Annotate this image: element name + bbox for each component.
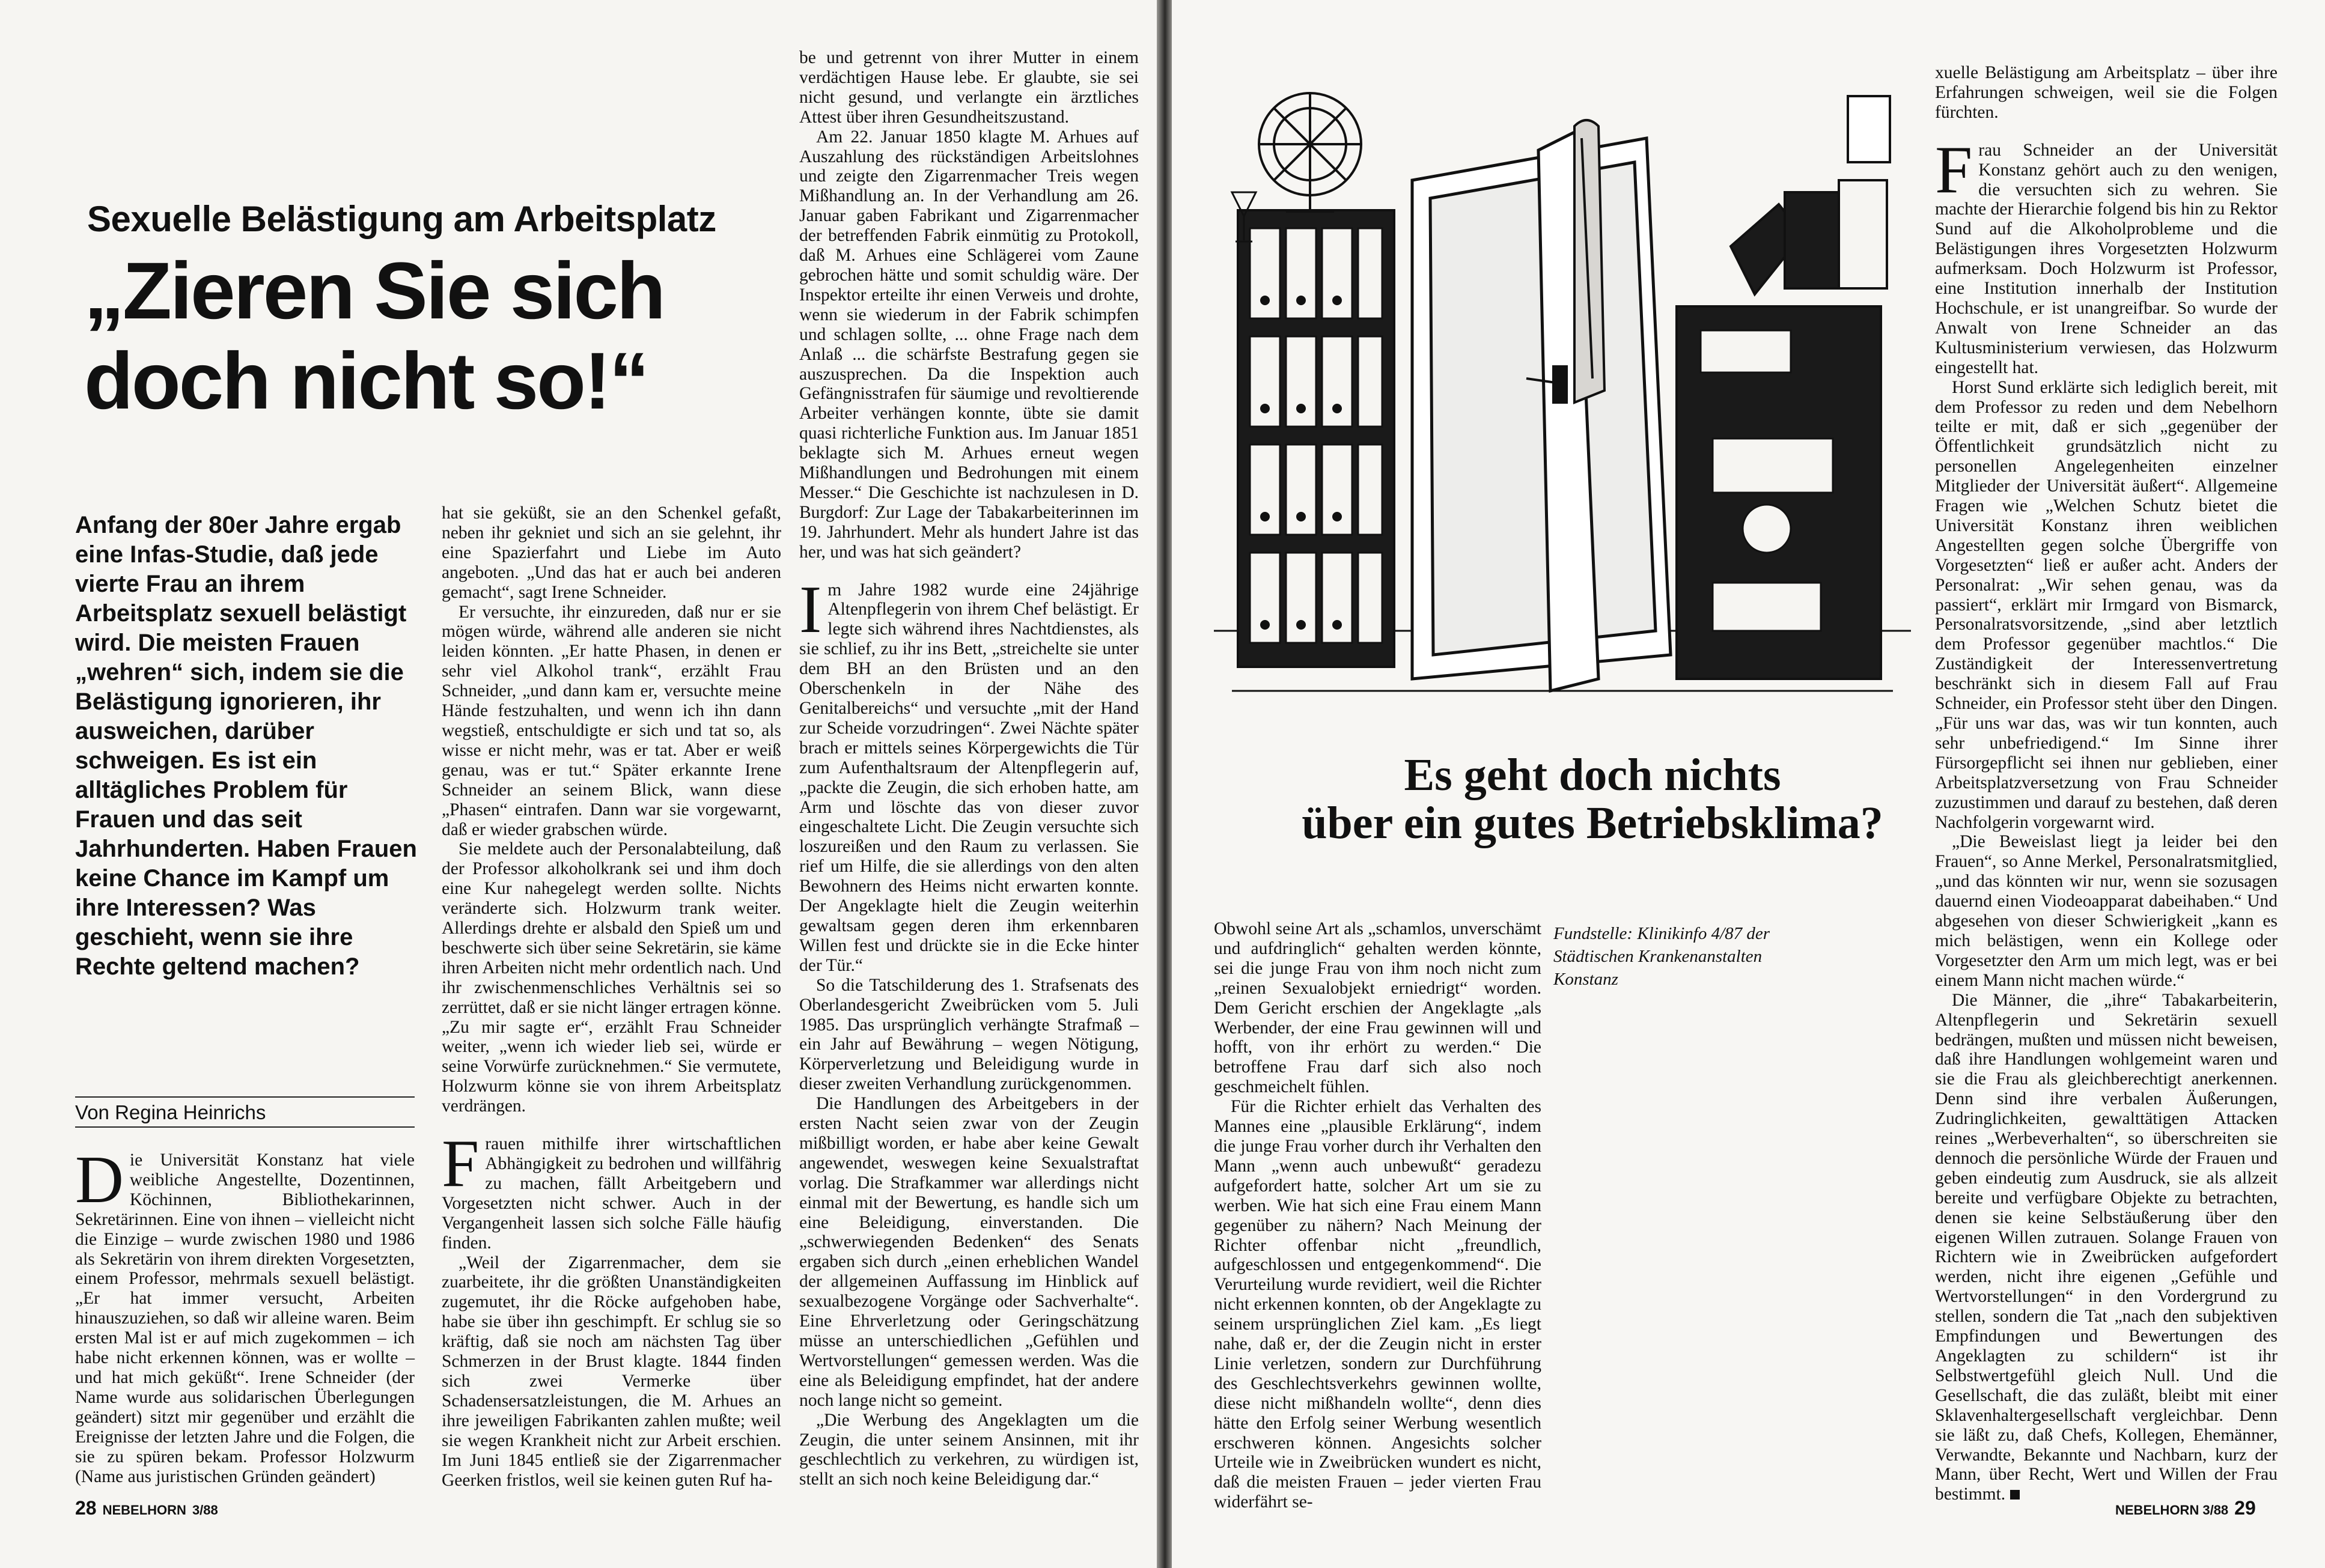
right-page	[1172, 0, 2325, 1568]
magazine-name: NEBELHORN	[102, 1503, 186, 1518]
binders	[1731, 96, 1890, 294]
magazine-name: NEBELHORN	[2115, 1503, 2199, 1518]
issue-number: 3/88	[2202, 1503, 2229, 1518]
paragraph: Er versuchte, ihr einzureden, daß nur er sie mögen würde, während alle anderen sie nicht leiden könnten. „Er hatte Phasen, in denen er sehr viel Alkohol trank“, erzählt Frau Schneider, „und dann kam er, versuchte meine Hände festzuhalten, und wenn ich ihn dann wegstieß, entschuldigte er sich und tat so, als wisse er nicht mehr, was er tat. Aber er weiß genau, was er tut.“ Später erkannte Irene Schneider an seinem Blick, wann diese „Phasen“ eintrafen. Dann war sie vorgewarnt, daß er wieder grabschen würde.	[442, 602, 781, 839]
paragraph: „Weil der Zigarrenmacher, dem sie zuarbeitete, ihr die größten Unanständigkeiten zugemutet, ihr die Röcke aufgehoben habe, habe sie über ihn geschimpft. Er schlug sie so kräftig, daß sie noch am nächsten Tag über Schmerzen in der Brust klagte. 1844 finden sich zwei Vermerke über Schadensersatzleistungen, die M. Arhues an ihre jeweiligen Fabrikanten zahlen mußte; weil sie wegen Krankheit nicht zur Arbeit erschien. Im Juni 1845 entließ sie der Zigarrenmacher Geerken fristlos, weil sie keinen guten Ruf ha-	[442, 1253, 781, 1490]
paragraph: So die Tatschilderung des 1. Strafsenats des Oberlandesgericht Zweibrücken vom 5. Juli 1985. Das ursprünglich verhängte Strafmaß – ein Jahr auf Bewährung – wegen Nötigung, Körperverletzung und Beleidigung wurde in dieser zweiten Verhandlung zurückgenommen.	[799, 975, 1139, 1094]
paragraph: Am 22. Januar 1850 klagte M. Arhues auf Auszahlung des rückständigen Arbeitslohnes und zeigte den Zigarrenmacher Treis wegen Mißhandlung an. In der Verhandlung am 26. Januar gaben Fabrikant und Zigarrenmacher der betreffenden Fabrik einmütig zu Protokoll, daß M. Arhues eine Schlägerei vom Zaune gebrochen hätte und somit schuldig wäre. Der Inspektor erteilte ihr einen Verweis und drohte, wenn sie wiederum in der Fabrik schimpfen und schlagen sollte, ... ohne Frage nach dem Anlaß ... die schärfste Bestrafung gegen sie auszusprechen. Da die Inspektion auch Gefängnisstrafen für säumige und revoltierende Arbeiter verhängen konnte, übte sie damit quasi richterliche Funktion aus. Im Januar 1851 beklagte sich M. Arhues erneut wegen Mißhandlungen und Bedrohungen mit einem Messer.“ Die Geschichte ist nachzulesen in D. Burgdorf: Zur Lage der Tabakarbeiterinnen im 19. Jahrhundert. Mehr als hundert Jahre ist das her, und was hat sich geändert?	[799, 127, 1139, 562]
page-number: 28	[75, 1497, 97, 1519]
paragraph: „Die Werbung des Angeklagten um die Zeugin, die unter seinem Ansinnen, mit ihr geschlechtlich zu verkehren, zu würdigen ist, stellt an sich noch keine Beleidigung dar.“	[799, 1410, 1139, 1489]
text-column-5	[1935, 63, 2278, 1504]
paragraph: rauen mithilfe ihrer wirtschaftlichen Abhängigkeit zu bedrohen und willfährig zu machen, fällt Arbeitgebern und Vorgesetzten nicht schwer. Auch in der Vergangenheit lassen sich solche Fälle häufig finden.	[442, 1134, 781, 1253]
end-mark-icon	[2010, 1490, 2020, 1500]
open-door	[1412, 132, 1671, 691]
paragraph: Die Männer, die „ihre“ Tabakarbeiterin, Altenpflegerin und Sekretärin sexuell bedrängen, mußten und müssen nicht beweisen, daß ihre Handlungen wohlgemeint waren und sie die Frau als gleichberechtigt anerkennen. Denn sind ihre verbalen Äußerungen, Zudringlichkeiten, gewalttätigen Attacken reines „Werbeverhalten“, so überschreiten sie dennoch die persönliche Würde der Frauen und geben eindeutig zum Ausdruck, sie als allzeit bereite und verfügbare Objekte zu betrachten, denen sie keine Selbstäußerung über den eigenen Willen zutrauen. Solange Frauen von Richtern wie in Zweibrücken aufgefordert werden, nicht ihre eigenen „Gefühle und Wertvorstellungen“ in den Vordergrund zu stellen, sondern die Tat „nach den subjektiven Empfindungen und Bewertungen des Angeklagten zu schildern“ ist ihr Selbstwertgefühl gleich Null. Und die Gesellschaft, die das zuläßt, bleibt mit einer Sklavenhaltergesellschaft vergleichbar. Denn sie läßt zu, daß Chefs, Kollegen, Ehemänner, Verwandte, Bekannte und Nachbarn, kurz der Mann, über Recht, Wert und Willen der Frau bestimmt.	[1935, 990, 2278, 1504]
paragraph: „Die Beweislast liegt ja leider bei den Frauen“, so Anne Merkel, Personalratsmitglied, „und das könnten wir nur, wenn sie sozusagen dauernd einen Viodeoapparat dabeihaben.“ Und abgesehen von dieser Schwierigkeit „kann es mich belästigen, wenn ein Kollege oder Vorgesetzter den Arm um mich legt, was er bei einem Mann nicht machen würde.“	[1935, 832, 2278, 990]
page-number: 29	[2234, 1497, 2256, 1519]
source-note: Fundstelle: Klinikinfo 4/87 der Städtischen Krankenanstalten Konstanz	[1553, 924, 1770, 989]
article-kicker: Sexuelle Belästigung am Arbeitsplatz	[87, 199, 716, 239]
drop-cap: I	[799, 572, 822, 647]
headline-line-2: doch nicht so!“	[84, 336, 648, 426]
drop-cap: F	[1935, 132, 1973, 207]
drop-cap: F	[442, 1126, 480, 1202]
text-column-4	[1214, 919, 1541, 1512]
paragraph: Die Handlungen des Arbeitgebers in der ersten Nacht seien zwar von der Zeugin mißbilligt worden, er habe aber keine Gewalt angewendet, weswegen keine Sexualstraftat vorlag. Die Strafkammer war allerdings nicht einmal mit der Bewertung, es handle sich um eine Beleidigung, einverstanden. Die „schwerwiegenden Bedenken“ des Senats ergaben sich durch „einen erheblichen Wandel der allgemeinen Auffassung im Hinblick auf sexualbezogene Vorgänge oder Sachverhalte“. Eine Ehrverletzung oder Geringschätzung müsse an unterschiedlichen „Gefühlen und Wertvorstellungen“ gemessen werden. Was die eine als Beleidigung empfindet, hat der andere noch lange nicht so gemeint.	[799, 1094, 1139, 1410]
subhead-line-2: über ein gutes Betriebsklima?	[1302, 798, 1883, 848]
issue-number: 3/88	[192, 1503, 218, 1518]
text-column-1	[75, 1143, 415, 1487]
right-cabinet	[1677, 306, 1881, 679]
subhead-line-1: Es geht doch nichts	[1404, 750, 1781, 800]
paragraph: hat sie geküßt, sie an den Schenkel gefaßt, neben ihr gekniet und sich an sie gelehnt, ihr eine Spazierfahrt und Liebe im Auto angeboten. „Und das hat er auch bei anderen gemacht“, sagt Irene Schneider.	[442, 503, 781, 602]
left-shelf-cabinet	[1238, 210, 1394, 667]
paragraph: Für die Richter erhielt das Verhalten des Mannes eine „plausible Erklärung“, indem die junge Frau vorher durch ihr Verhalten den Mann „wenn auch unbewußt“ geradezu aufgefordert hatte, solcher Art um sie zu werben. Wie hat sich eine Frau einem Mann gegenüber zu nähern? Nach Meinung der Richter offenbar nicht „freundlich, aufgeschlossen und entgegenkommend“. Die Verurteilung wurde revidiert, weil die Richter nicht erkennen konnten, ob der Angeklagte zu seinem ursprünglichen Ziel kam. „Es liegt nahe, daß er, der die Zeugin nicht in erster Linie verletzen, sondern zur Durchführung des Geschlechtsverkehrs gewinnen wollte, diese nicht mißhandeln wollte“, denn dies hätte den Erfolg seiner Werbung wesentlich erschweren können. Angesichts solcher Urteile wie in Zweibrücken wundert es nicht, daß die meisten Frauen – jeder vierten Frau widerfährt se-	[1214, 1097, 1541, 1512]
paragraph: Horst Sund erklärte sich lediglich bereit, mit dem Professor zu reden und dem Nebelhorn teilte er mit, daß er sich „gegenüber der Öffentlichkeit grundsätzlich nicht zu personellen Angelegenheiten einzelner Mitglieder der Universität äußert“. Allgemeine Fragen wie „Welchen Schutz bietet die Universität Konstanz ihren weiblichen Angestellten gegen solche Übergriffe von Vorgesetzten“ ließ er außer acht. Anders der Personalrat: „Wir sehen genau, was da passiert“, erklärt mir Irmgard von Bismarck, Personalratsvorsitzende, „sind aber letztlich dem Professor gegenüber machtlos.“ Die Zuständigkeit der Interessenvertretung beschränkt sich in diesem Fall auf Frau Schneider, ein Professor steht über den Dingen. „Für uns war das, was wir tun konnten, auch sehr unbefriedigend.“ Im Sinne ihrer Fürsorgepflicht sei ihnen nur geblieben, einer Arbeitsplatzversetzung von Frau Schneider zuzustimmen und darauf zu bestehen, daß deren Nachfolgerin vorgewarnt wird.	[1935, 377, 2278, 832]
article-lead: Anfang der 80er Jahre ergab eine Infas-Studie, daß jede vierte Frau an ihrem Arbeitsplatz sexuell belästigt wird. Die meisten Frauen „wehren“ sich, indem sie die Belästigung ignorieren, ihr ausweichen, darüber schweigen. Es ist ein alltägliches Problem für Frauen und das seit Jahrhunderten. Haben Frauen keine Chance im Kampf um ihre Interessen? Was geschieht, wenn sie ihre Rechte geltend machen?	[75, 512, 417, 980]
office-cartoon-illustration	[1214, 54, 1911, 703]
paragraph: be und getrennt von ihrer Mutter in einem verdächtigen Hause lebe. Er glaubte, sie sei nicht gesund, und verlangte ein ärztliches Attest über ihren Gesundheitszustand.	[799, 48, 1139, 127]
left-folio	[75, 1497, 218, 1519]
section-subhead	[1238, 751, 1947, 847]
headline-line-1: „Zieren Sie sich	[84, 246, 664, 336]
paragraph: ie Universität Konstanz hat viele weibliche Angestellte, Dozentinnen, Köchinnen, Bibliothekarinnen, Sekretärinnen. Eine von ihnen – vielleicht nicht die Einzige – wurde zwischen 1980 und 1986 als Sekretärin von ihrem direkten Vorgesetzten, einem Professor, mehrmals sexuell belästigt. „Er hat immer versucht, Arbeiten hinauszuziehen, so daß wir alleine waren. Beim ersten Mal ist er auf mich zugekommen – ich habe nicht erkennen können, was er wollte – und hat mich geküßt“. Irene Schneider (der Name wurde aus solidarischen Überlegungen geändert) sitzt mir gegenüber und erzählt die Ereignisse der letzten Jahre und die Folgen, die sie zu spüren bekam. Professor Holzwurm (Name aus juristischen Gründen geändert)	[75, 1150, 415, 1486]
page-gutter	[1157, 0, 1172, 1568]
article-headline	[84, 246, 775, 427]
paragraph: rau Schneider an der Universität Konstanz gehört auch zu den wenigen, die versuchten sich zu wehren. Sie machte der Hierarchie folgend bis hin zu Rektor Sund auf die Alkoholprobleme und die Belästigungen ihres Vorgesetzten Holzwurm aufmerksam. Doch Holzwurm ist Professor, eine Institution innerhalb der Institution Hochschule, er ist unangreifbar. So wurde der Anwalt von Irene Schneider an das Kultusministerium verwiesen, das Holzwurm eingestellt hat.	[1935, 140, 2278, 377]
paragraph: Sie meldete auch der Personalabteilung, daß der Professor alkoholkrank sei und ihm doch eine Kur nahegelegt werden sollte. Nichts veränderte sich. Holzwurm trank weiter. Allerdings drehte er alsbald den Spieß um und beschwerte sich über seine Sekretärin, sie käme ihren Arbeiten nicht mehr ordentlich nach. Und ihr zwischenmenschliches Verhältnis sei so zerrüttet, daß er sie nicht länger ertragen könne. „Zu mir sagte er“, erzählt Frau Schneider weiter, „wenn ich wieder lieb sei, würde er seine Vorwürfe zurücknehmen.“ Sie vermutete, Holzwurm könne sie von ihrem Arbeitsplatz verdrängen.	[442, 839, 781, 1116]
paragraph: m Jahre 1982 wurde eine 24jährige Altenpflegerin von ihrem Chef belästigt. Er legte sich während ihres Nachtdienstes, als sie schlief, zu ihr ins Bett, „streichelte sie unter dem BH an den Brüsten und an den Oberschenkeln in der Nähe des Genitalbereichs“ und versuchte „mit der Hand zur Scheide vorzudringen“. Zwei Nächte später brach er mittels seines Körpergewichts die Tür zum Aufenthaltsraum der Altenpflegerin auf, „packte die Zeugin, die sich erhoben hatte, am Arm und löschte das von dieser zuvor eingeschaltete Licht. Die Zeugin versuchte sich loszureißen und den Raum zu verlassen. Sie rief um Hilfe, die sie allerdings von den alten Bewohnern des Heims nicht erwarten konnte. Der Angeklagte hielt die Zeugin weiterhin gewaltsam gegen deren ihm erkennbaren Willen fest und drückte sie in die Ecke hinter der Tür.“	[799, 580, 1139, 975]
text-column-3	[799, 48, 1139, 1493]
paragraph: Obwohl seine Art als „schamlos, unverschämt und aufdringlich“ gehalten werden könnte, sei die junge Frau von ihm noch nicht zum „reinen Sexualobjekt erniedrigt“ worden. Dem Gericht erschien der Angeklagte „als Werbender, der eine Frau gewinnen will und hofft, von ihr erhört zu werden.“ Die betroffene Frau darf sich also noch geschmeichelt fühlen.	[1214, 919, 1541, 1097]
right-folio	[2115, 1497, 2256, 1519]
text-column-2	[442, 503, 781, 1492]
desk-fan	[1259, 93, 1361, 211]
paragraph: xuelle Belästigung am Arbeitsplatz – über ihre Erfahrungen schweigen, weil sie die Folgen fürchten.	[1935, 63, 2278, 122]
byline: Von Regina Heinrichs	[75, 1096, 415, 1128]
hanging-coat	[1574, 120, 1604, 403]
drop-cap: D	[75, 1143, 124, 1217]
left-page	[0, 0, 1157, 1568]
